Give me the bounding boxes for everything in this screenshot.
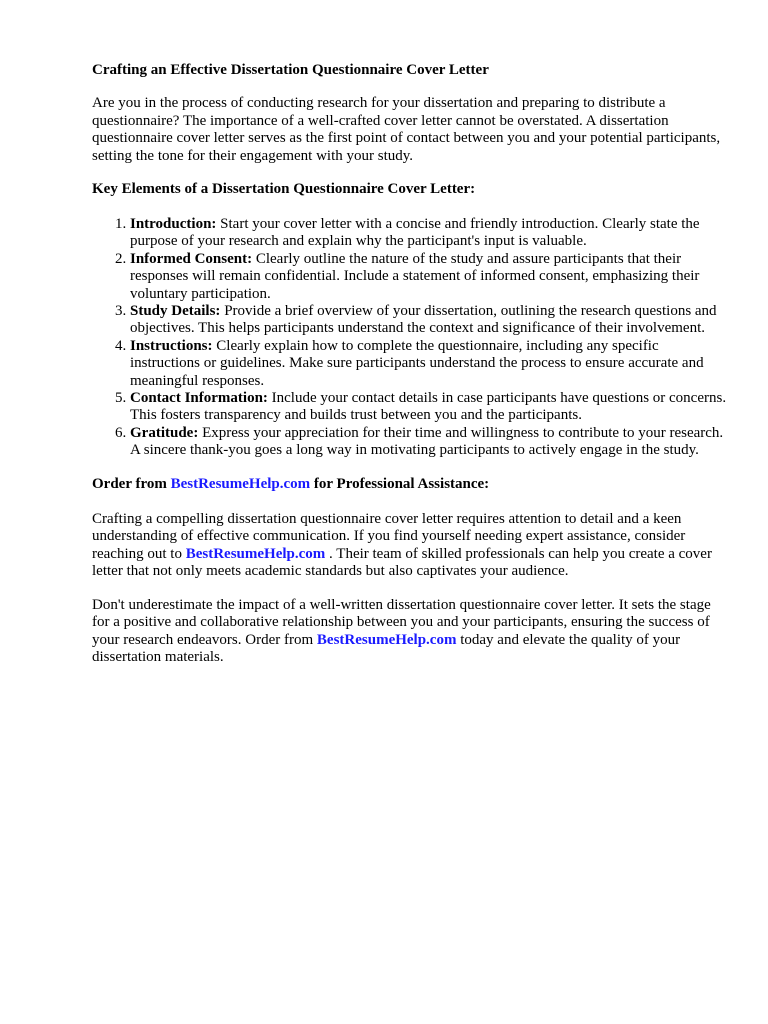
list-item-text: Provide a brief overview of your dissertation, outlining the research questions and objectives. This helps participants understand the context and significance of their involvement. <box>130 303 717 337</box>
closing-text-before: Don't underestimate the impact of a well-written dissertation questionnaire cover letter. It sets the stage for a positive and collaborative relationship between you and your participants, ensuring the success of your research endeavors. Order from <box>92 596 711 648</box>
list-item-term: Informed Consent: <box>130 250 253 267</box>
list-item <box>130 338 728 390</box>
list-item-text: Clearly explain how to complete the questionnaire, including any specific instructions or guidelines. Make sure participants understand the process to ensure accurate and meaningful responses. <box>130 337 704 389</box>
key-elements-heading: Key Elements of a Dissertation Questionnaire Cover Letter: <box>92 181 476 197</box>
assistance-text-before: Crafting a compelling dissertation questionnaire cover letter requires attention to detail and a keen understanding of effective communication. If you find yourself needing expert assistance, consider reaching out to <box>92 510 686 562</box>
list-item-term: Instructions: <box>130 337 213 354</box>
key-elements-list <box>92 216 728 460</box>
list-item-term: Introduction: <box>130 216 217 232</box>
list-item <box>130 216 728 251</box>
list-item-term: Study Details: <box>130 303 221 320</box>
order-heading-prefix: Order from <box>92 475 171 492</box>
order-heading-suffix: for Professional Assistance: <box>310 475 490 492</box>
order-heading <box>92 476 728 493</box>
intro-paragraph: Are you in the process of conducting research for your dissertation and preparing to distribute a questionnaire? The importance of a well-crafted cover letter cannot be overstated. A dissertation questionnaire cover letter serves as the first point of contact between you and your potential participants, setting the tone for their engagement with your study. <box>92 95 721 164</box>
list-item <box>130 390 728 425</box>
closing-paragraph <box>92 597 728 667</box>
list-item-text: Start your cover letter with a concise and friendly introduction. Clearly state the purpose of your research and explain why the participant's input is valuable. <box>130 216 700 250</box>
assistance-paragraph <box>92 511 728 581</box>
document-title: Crafting an Effective Dissertation Questionnaire Cover Letter <box>92 62 489 78</box>
list-item-text: Express your appreciation for their time and willingness to contribute to your research. A sincere thank-you goes a long way in motivating participants to actively engage in the study. <box>130 424 724 459</box>
assistance-text-after: . Their team of skilled professionals can help you create a cover letter that not only meets academic standards but also captivates your audience. <box>92 545 712 580</box>
list-item <box>130 251 728 303</box>
closing-text-after: today and elevate the quality of your dissertation materials. <box>92 631 681 666</box>
list-item-term: Contact Information: <box>130 390 268 407</box>
list-item <box>130 303 728 338</box>
list-item-text: Clearly outline the nature of the study and assure participants that their responses will remain confidential. Include a statement of informed consent, emphasizing their voluntary participation. <box>130 250 700 302</box>
bestresumehelp-link[interactable]: BestResumeHelp.com <box>185 545 326 562</box>
list-item-text: Include your contact details in case participants have questions or concerns. This fosters transparency and builds trust between you and the participants. <box>130 390 727 424</box>
list-item-term: Gratitude: <box>130 424 199 441</box>
list-item <box>130 425 728 460</box>
bestresumehelp-link[interactable]: BestResumeHelp.com <box>170 475 311 492</box>
bestresumehelp-link[interactable]: BestResumeHelp.com <box>316 631 457 648</box>
